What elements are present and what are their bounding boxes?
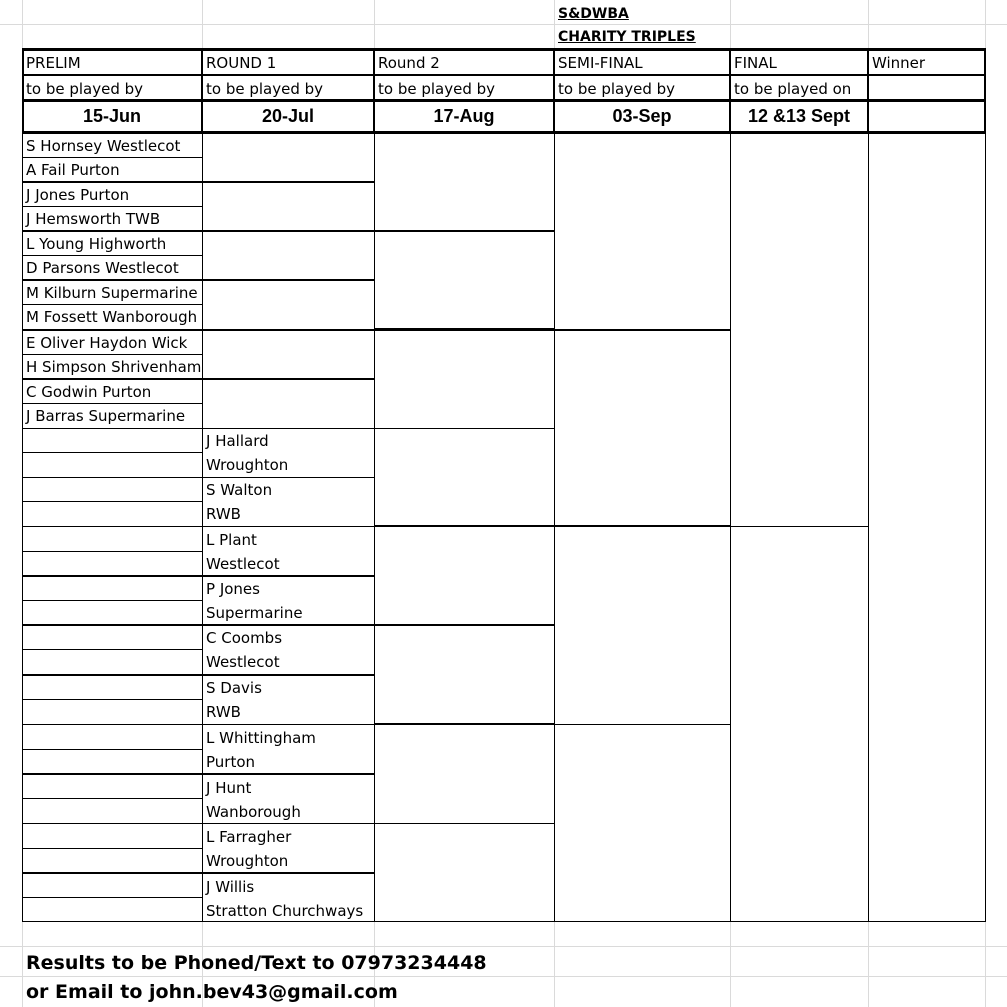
prelim-entry: J Barras Supermarine [26,407,186,425]
bracket-line [22,823,202,824]
bracket-line [554,921,730,922]
bracket-line [730,134,731,922]
round1-entry-club: Wanborough [206,803,301,821]
bracket-line [22,798,202,799]
round1-entry-name: P Jones [206,580,260,598]
bracket-line [22,674,202,676]
prelim-entry: H Simpson Shrivenham [26,358,202,376]
bracket-line [985,134,986,922]
bracket-line [22,749,202,750]
gridline [0,946,1007,947]
bracket-line [22,134,23,922]
round1-entry-club: Purton [206,753,256,771]
bracket-line [22,329,202,331]
prelim-entry: E Oliver Haydon Wick [26,334,188,352]
bracket-line [554,724,730,725]
bracket-line [868,921,986,922]
round1-entry-name: L Whittingham [206,729,316,747]
round-note-semi-final: to be played by [558,80,676,98]
header-border [22,74,986,76]
bracket-line [22,428,202,429]
round1-entry-club: Supermarine [206,604,303,622]
bracket-line [202,823,374,824]
prelim-entry: A Fail Purton [26,161,120,179]
bracket-line [202,526,374,527]
bracket-line [22,477,202,478]
bracket-line [22,551,202,552]
bracket-line [22,403,202,404]
header-border [22,99,986,102]
prelim-entry: L Young Highworth [26,235,167,253]
header-border [553,48,555,134]
round1-entry-name: J Hallard [206,432,269,450]
round1-entry-name: S Walton [206,481,273,499]
bracket-line [22,354,202,355]
bracket-line [22,304,202,305]
round-name-round1: ROUND 1 [206,54,277,72]
round1-entry-club: Stratton Churchways [206,902,364,920]
bracket-line [22,872,202,874]
bracket-line [374,624,554,626]
prelim-entry: C Godwin Purton [26,383,152,401]
header-border [984,48,986,134]
round1-entry-name: J Willis [206,878,255,896]
round-date-round1: 20-Jul [261,106,315,126]
round-name-final: FINAL [734,54,777,72]
bracket-line [22,378,202,380]
prelim-entry: J Hemsworth TWB [26,210,161,228]
prelim-entry: M Fossett Wanborough [26,308,198,326]
round-date-round2: 17-Aug [433,106,495,126]
bracket-line [202,674,374,676]
round1-entry-club: Wroughton [206,456,289,474]
bracket-line [202,428,374,429]
bracket-line [374,525,554,527]
bracket-line [22,255,202,256]
header-border [373,48,375,134]
bracket-line [22,575,202,577]
bracket-line [22,773,202,775]
bracket-line [202,575,374,577]
round-name-winner: Winner [872,54,926,72]
bracket-line [374,823,554,824]
bracket-line [202,872,374,874]
round-name-prelim: PRELIM [26,54,81,72]
header-border [22,48,24,134]
gridline [0,24,1007,25]
bracket-line [868,134,869,922]
round-date-prelim: 15-Jun [82,106,142,126]
bracket-line [22,157,202,158]
bracket-line [202,279,374,281]
bracket-line [22,724,202,725]
footer-phone-text: Results to be Phoned/Text to 07973234448 [26,952,487,974]
bracket-line [22,230,202,232]
round1-entry-club: Wroughton [206,852,289,870]
round1-entry-club: RWB [206,505,241,523]
round-note-round2: to be played by [378,80,496,98]
round1-entry-club: RWB [206,703,241,721]
bracket-line [202,921,374,922]
header-border [729,48,731,134]
round-note-final: to be played on [734,80,852,98]
round-date-final: 12 &13 Sept [747,106,851,126]
bracket-line [22,526,202,527]
header-border [22,48,986,51]
round1-entry-club: Westlecot [206,555,280,573]
round-name-semi-final: SEMI-FINAL [558,54,643,72]
round1-entry-name: L Farragher [206,828,292,846]
bracket-line [730,526,868,527]
bracket-line [374,428,554,429]
round1-entry-name: L Plant [206,531,257,549]
bracket-line [22,897,202,898]
bracket-line [554,329,730,331]
bracket-line [22,624,202,626]
bracket-line [202,378,374,380]
round1-entry-name: J Hunt [206,779,252,797]
bracket-line [22,600,202,601]
prelim-entry: S Hornsey Westlecot [26,137,181,155]
prelim-entry: J Jones Purton [26,186,130,204]
round1-entry-name: C Coombs [206,629,283,647]
bracket-line [554,134,555,922]
bracket-line [202,181,374,183]
bracket-line [202,230,374,232]
bracket-line [730,921,868,922]
footer-email-text: or Email to john.bev43@gmail.com [26,981,398,1003]
round1-entry-name: S Davis [206,679,262,697]
round-name-round2: Round 2 [378,54,440,72]
bracket-line [22,848,202,849]
bracket-line [22,181,202,183]
bracket-line [22,649,202,650]
header-border [201,48,203,134]
bracket-line [202,477,374,478]
bracket-line [22,501,202,502]
round-note-round1: to be played by [206,80,324,98]
bracket-line [202,724,374,725]
bracket-line [202,134,203,922]
bracket-line [22,921,202,922]
bracket-line [22,279,202,281]
round1-entry-club: Westlecot [206,653,280,671]
header-border [867,48,869,134]
title-line-2: CHARITY TRIPLES [558,29,696,45]
bracket-line [374,134,375,922]
bracket-line [22,452,202,453]
bracket-line [374,230,554,232]
bracket-line [374,921,554,922]
prelim-entry: M Kilburn Supermarine [26,284,198,302]
prelim-entry: D Parsons Westlecot [26,259,179,277]
bracket-line [374,723,554,725]
bracket-line [374,328,554,331]
bracket-line [554,525,730,527]
bracket-line [22,699,202,700]
bracket-line [202,773,374,775]
round-date-semi-final: 03-Sep [612,106,672,126]
bracket-line [202,624,374,626]
title-line-1: S&DWBA [558,6,629,22]
bracket-line [22,206,202,207]
bracket-line [202,329,374,331]
round-note-prelim: to be played by [26,80,144,98]
